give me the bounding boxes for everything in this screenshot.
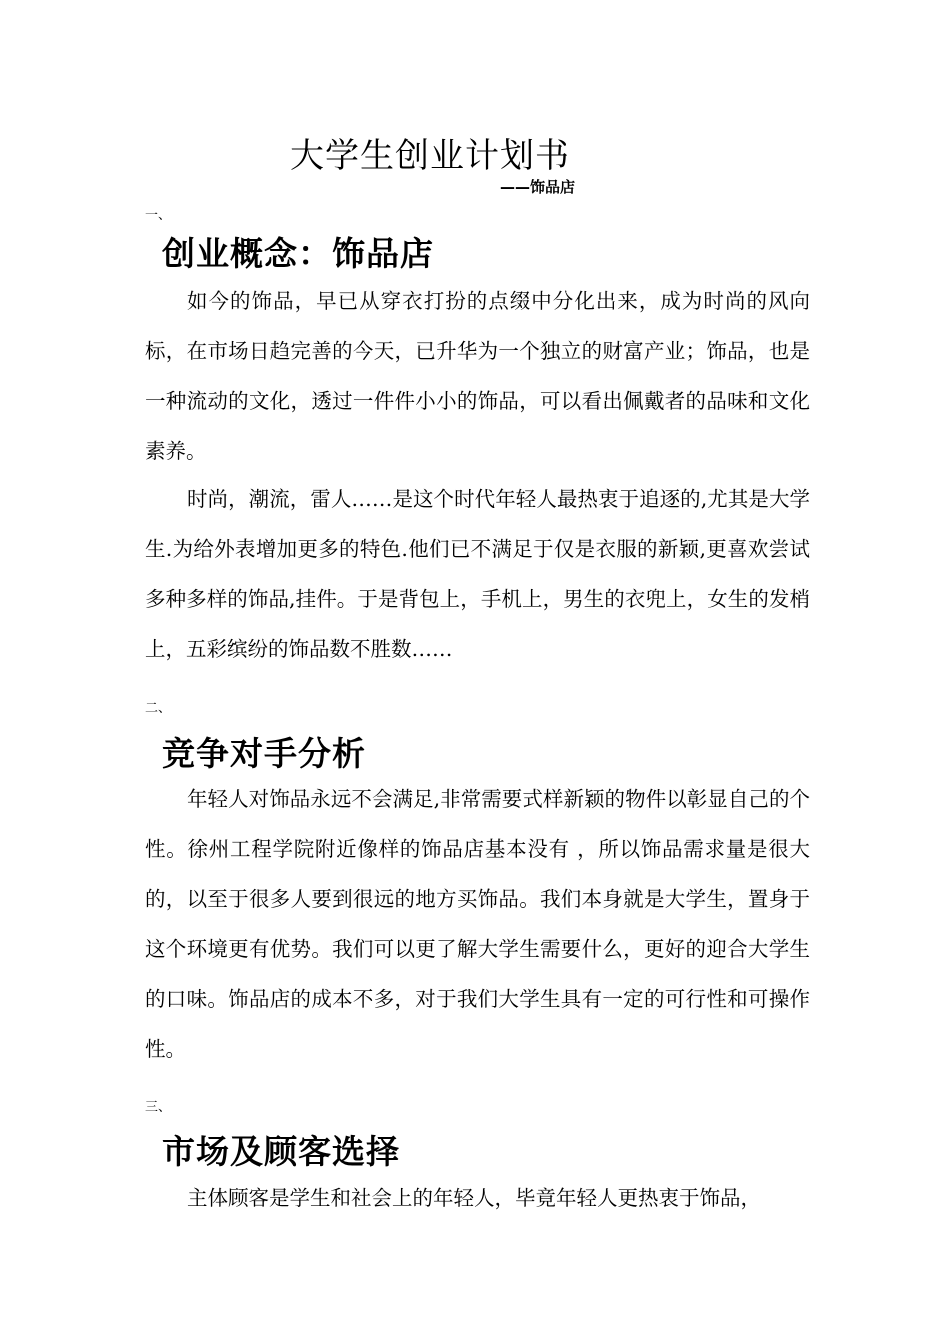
paragraph: 年轻人对饰品永远不会满足,非常需要式样新颖的物件以彰显自己的个性。徐州工程学院附近像样的饰品店基本没有 ，所以饰品需求量是很大的，以至于很多人要到很远的地方买饰品。我们本身就是大学生，置身于这个环境更有优势。我们可以更了解大学生需要什么，更好的迎合大学生的口味。饰品店的成本不多，对于我们大学生具有一定的可行性和可操作性。 [145, 787, 810, 1061]
paragraph: 如今的饰品，早已从穿衣打扮的点缀中分化出来，成为时尚的风向标，在市场日趋完善的今天，已升华为一个独立的财富产业；饰品，也是一种流动的文化，透过一件件小小的饰品，可以看出佩戴者的品味和文化素养。 [145, 289, 810, 463]
document-subtitle: ——饰品店 [500, 178, 576, 196]
section-number: 三、 [145, 1100, 172, 1115]
document-title: 大学生创业计划书 [290, 136, 570, 176]
paragraph: 时尚，潮流，雷人……是这个时代年轻人最热衷于追逐的,尤其是大学生.为给外表增加更多的特色.他们已不满足于仅是衣服的新颖,更喜欢尝试多种多样的饰品,挂件。于是背包上，手机上，男生的衣兜上，女生的发梢上，五彩缤纷的饰品数不胜数…… [145, 487, 810, 661]
section-heading: 竞争对手分析 [162, 734, 366, 773]
section-heading: 创业概念：饰品店 [162, 234, 434, 273]
section-number: 一、 [145, 208, 172, 223]
section-number: 二、 [145, 701, 172, 716]
paragraph: 主体顾客是学生和社会上的年轻人，毕竟年轻人更热衷于饰品， [187, 1186, 761, 1210]
section-heading: 市场及顾客选择 [162, 1132, 400, 1171]
